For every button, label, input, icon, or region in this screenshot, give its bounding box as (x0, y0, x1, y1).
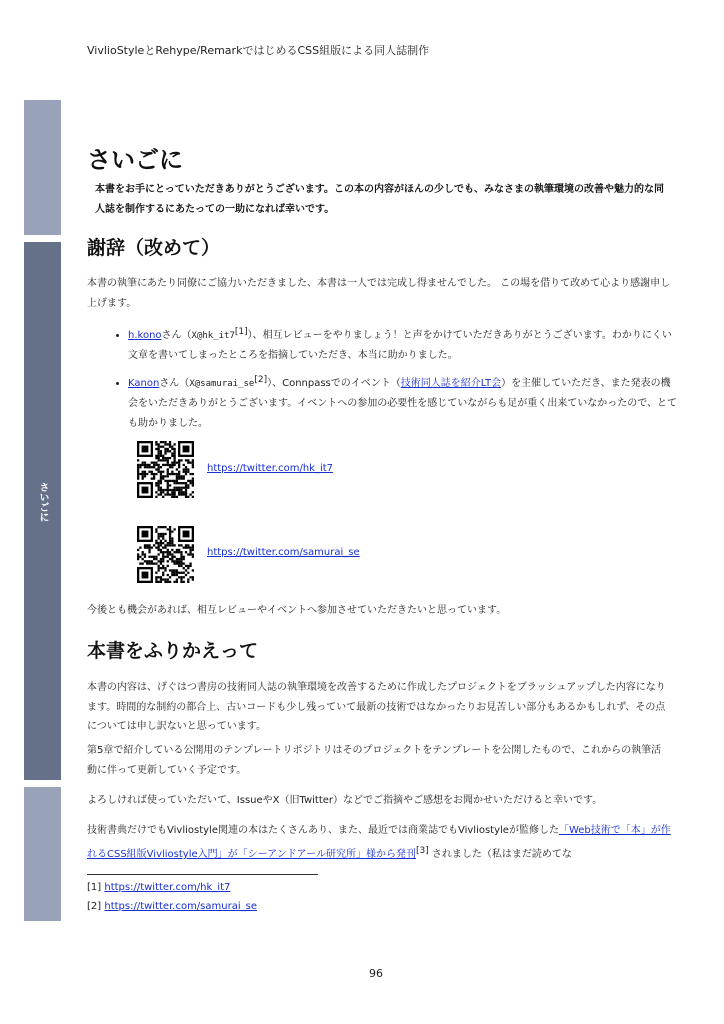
section-title-acknowledgements: 謝辞（改めて） (87, 237, 221, 259)
footnote-number: [1] (87, 882, 102, 893)
vivliostyle-book-link[interactable]: 「Web技術で「本」が作れるCSS組版Vivliostyle入門」が「シーアンドアール研究所」様から発刊 (87, 825, 671, 860)
footnote-number: [2] (87, 901, 102, 912)
side-tab-label: さいごに (37, 482, 48, 522)
qr-code-hk-it7 (137, 441, 194, 498)
text: ）、相互レビューをやりましょう！と声をかけていただきありがとうございます。わかりにくい文章を書いてしまったところを指摘していただき、本当に助かりました。 (128, 330, 672, 361)
text: さん（ (159, 378, 190, 389)
side-tab-current (24, 242, 61, 780)
retro-paragraph-3: よろしければ使っていただいて、IssueやX（旧Twitter）などでご指摘やご感想をお聞かせいただけると幸いです。 (87, 795, 603, 806)
ack-item (128, 370, 680, 434)
footnote-ref-3[interactable]: [3] (415, 846, 429, 856)
hkono-link[interactable]: h.kono (128, 330, 162, 341)
footnote-ref-2[interactable]: [2] (254, 375, 268, 385)
ack-list (120, 322, 680, 438)
text: されました（私はまだ読めてな (428, 849, 572, 860)
footnote-link[interactable]: https://twitter.com/samurai_se (104, 901, 257, 912)
footnote-ref-1[interactable]: [1] (234, 327, 248, 337)
chapter-lead: 本書をお手にとっていただきありがとうございます。この本の内容がほんの少しでも、みなさまの執筆環境の改善や魅力的な同人誌を制作するにあたっての一助になれば幸いです。 (95, 184, 664, 215)
text: 技術書典だけでもVivliostyle関連の本はたくさんあり、また、最近では商業誌でもVivliostyleが監修した (87, 825, 559, 836)
footnote-2 (87, 901, 257, 912)
chapter-title: さいごに (87, 146, 183, 174)
footnote-link[interactable]: https://twitter.com/hk_it7 (104, 882, 231, 893)
handle: X@samurai_se (189, 379, 255, 389)
event-link[interactable]: 技術同人誌を紹介LT会 (400, 378, 502, 389)
qr-link-samurai-se[interactable]: https://twitter.com/samurai_se (207, 547, 360, 558)
page-number: 96 (369, 967, 383, 980)
handle: X@hk_it7 (191, 331, 235, 341)
section-title-retrospective: 本書をふりかえって (87, 640, 259, 662)
retro-paragraph-4 (87, 820, 671, 865)
retro-paragraph-1: 本書の内容は、げぐはつ書房の技術同人誌の執筆環境を改善するために作成したプロジェクトをブラッシュアップした内容になります。時間的な制約の都合上、古いコードも少し残っていて最新の技術ではなかったりお見苦しい部分もあるかもしれず、その点については申し訳ないと思っています。 (87, 682, 666, 732)
retro-paragraph-2: 第5章で紹介している公開用のテンプレートリポジトリはそのプロジェクトをテンプレートを公開したもので、これからの執筆活動に伴って更新していく予定です。 (87, 745, 662, 776)
ack-intro: 本書の執筆にあたり同僚にご協力いただきました、本書は一人では完成し得ませんでした。 この場を借りて改めて心より感謝申し上げます。 (87, 278, 671, 309)
ack-item (128, 322, 680, 366)
qr-link-hk-it7[interactable]: https://twitter.com/hk_it7 (207, 463, 334, 474)
text: ）を主催していただき、また発表の機会をいただきありがとうございます。イベントへの参加の必要性を感じていながらも足が重く出来ていなかったので、とても助かりました。 (128, 378, 677, 429)
text: さん（ (161, 330, 192, 341)
ack-closing: 今後とも機会があれば、相互レビューやイベントへ参加させていただきたいと思っています。 (87, 605, 507, 616)
qr-code-samurai-se (137, 526, 194, 583)
side-tab-next (24, 787, 61, 921)
text: ）、Connpassでのイベント（ (267, 378, 401, 389)
kanon-link[interactable]: Kanon (128, 378, 160, 389)
footnote-divider (87, 874, 318, 875)
running-header: VivlioStyleとRehype/RemarkではじめるCSS組版による同人誌制作 (87, 44, 430, 57)
side-tab-prev (24, 100, 61, 235)
footnote-1 (87, 882, 230, 893)
